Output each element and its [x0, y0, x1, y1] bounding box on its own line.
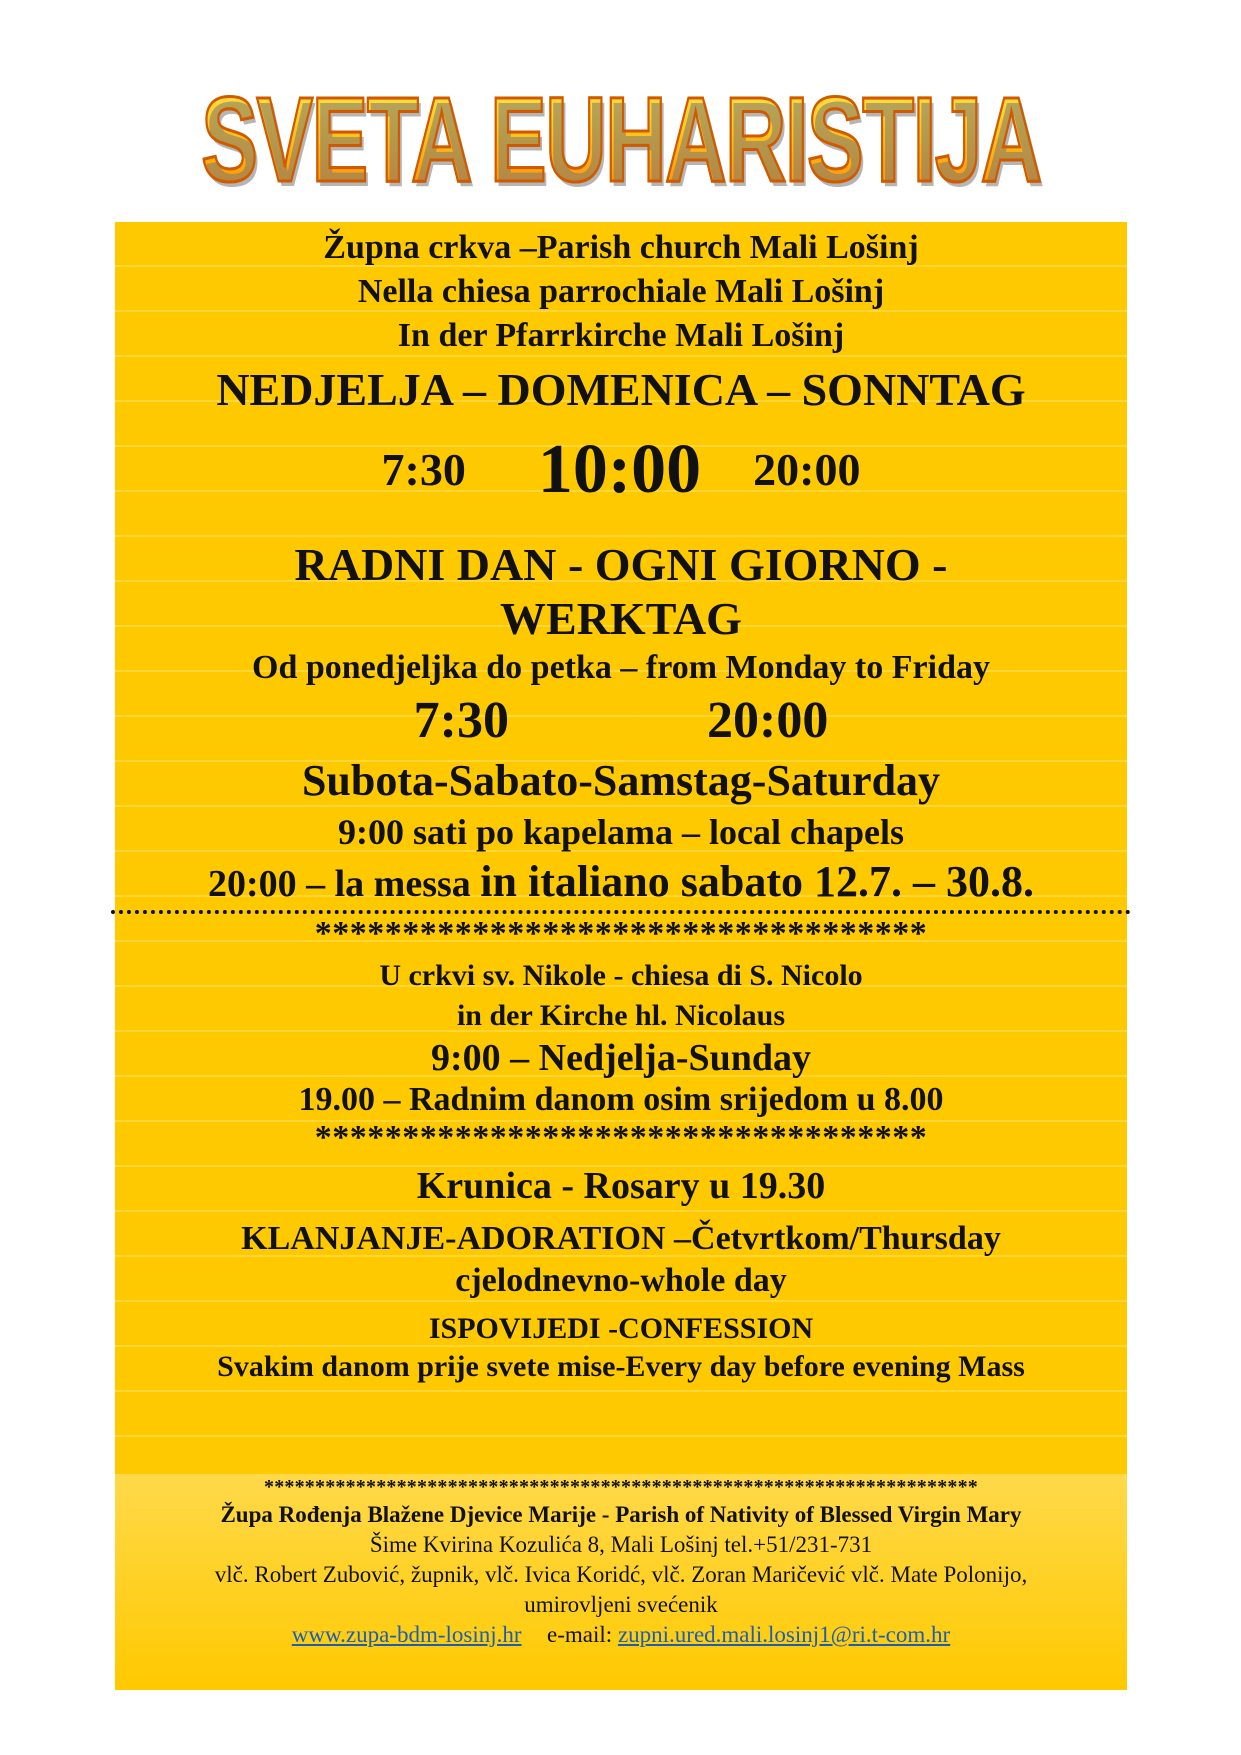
saturday-italian-mass: [115, 854, 1127, 910]
nicholas-line-2: in der Kirche hl. Nicolaus: [456, 999, 786, 1032]
adoration-line-1: KLANJANJE-ADORATION –Četvrtkom/Thursday: [241, 1220, 1001, 1257]
schedule-poster: [115, 222, 1127, 1690]
parish-address: Šime Kvirina Kozulića 8, Mali Lošinj tel.+51/231-731: [369, 1532, 873, 1557]
parish-church-line-2: Nella chiesa parrochiale Mali Lošinj: [357, 273, 885, 310]
clergy-line-1: vlč. Robert Zubović, župnik, vlč. Ivica Koridć, vlč. Zoran Maričević vlč. Mate Polonijo,: [214, 1562, 1028, 1587]
weekday-heading-line-1: RADNI DAN - OGNI GIORNO -: [294, 539, 948, 590]
footer-stars: **********************************************************************: [264, 1476, 978, 1498]
nicholas-sunday: 9:00 – Nedjelja-Sunday: [430, 1037, 812, 1079]
parish-church-line-3: In der Pfarrkirche Mali Lošinj: [397, 317, 845, 354]
sunday-heading: NEDJELJA – DOMENICA – SONNTAG: [216, 364, 1026, 415]
weekday-subheading: Od ponedjeljka do petka – from Monday to Friday: [252, 649, 990, 686]
parish-name: Župa Rođenja Blažene Djevice Marije - Parish of Nativity of Blessed Virgin Mary: [220, 1502, 1022, 1527]
confession-heading: ISPOVIJEDI -CONFESSION: [428, 1312, 814, 1345]
sunday-time-2: 10:00: [537, 431, 702, 508]
sunday-time-1: 7:30: [381, 444, 466, 495]
italian-mass-time: 20:00 – la messa: [207, 863, 481, 905]
nicholas-weekday: 19.00 – Radnim danom osim srijedom u 8.00: [298, 1081, 944, 1118]
rosary: Krunica - Rosary u 19.30: [416, 1165, 826, 1207]
website-link[interactable]: www.zupa-bdm-losinj.hr: [291, 1622, 522, 1647]
weekday-time-2: 20:00: [707, 692, 829, 749]
sunday-time-3: 20:00: [753, 444, 861, 495]
title-wrapper: [0, 72, 1241, 208]
sunday-times: [115, 428, 1127, 512]
weekday-times: [115, 690, 1127, 752]
saturday-chapels: 9:00 sati po kapelama – local chapels: [337, 812, 904, 852]
page-title: SVETA EUHARISTIJA: [200, 72, 1041, 208]
italian-mass-dates: in italiano sabato 12.7. – 30.8.: [480, 857, 1035, 906]
nicholas-line-1: U crkvi sv. Nikole - chiesa di S. Nicolo: [379, 959, 863, 992]
saturday-heading: Subota-Sabato-Samstag-Saturday: [301, 756, 941, 805]
weekday-time-1: 7:30: [413, 692, 509, 749]
email-link[interactable]: zupni.ured.mali.losinj1@ri.t-com.hr: [617, 1622, 951, 1647]
stars-divider-2: ***********************************: [314, 1119, 928, 1156]
parish-footer: [115, 1474, 1127, 1690]
stars-divider-1: ***********************************: [314, 915, 928, 952]
weekday-heading-line-2: WERKTAG: [500, 593, 742, 644]
dotted-divider: [111, 910, 1131, 914]
contact-line: [115, 1620, 1127, 1650]
adoration-line-2: cjelodnevno-whole day: [455, 1262, 787, 1299]
parish-church-line-1: Župna crkva –Parish church Mali Lošinj: [323, 229, 919, 266]
clergy-line-2: umirovljeni svećenik: [524, 1592, 718, 1617]
email-label: e-mail:: [547, 1622, 618, 1647]
confession-text: Svakim danom prije svete mise-Every day before evening Mass: [217, 1350, 1025, 1383]
